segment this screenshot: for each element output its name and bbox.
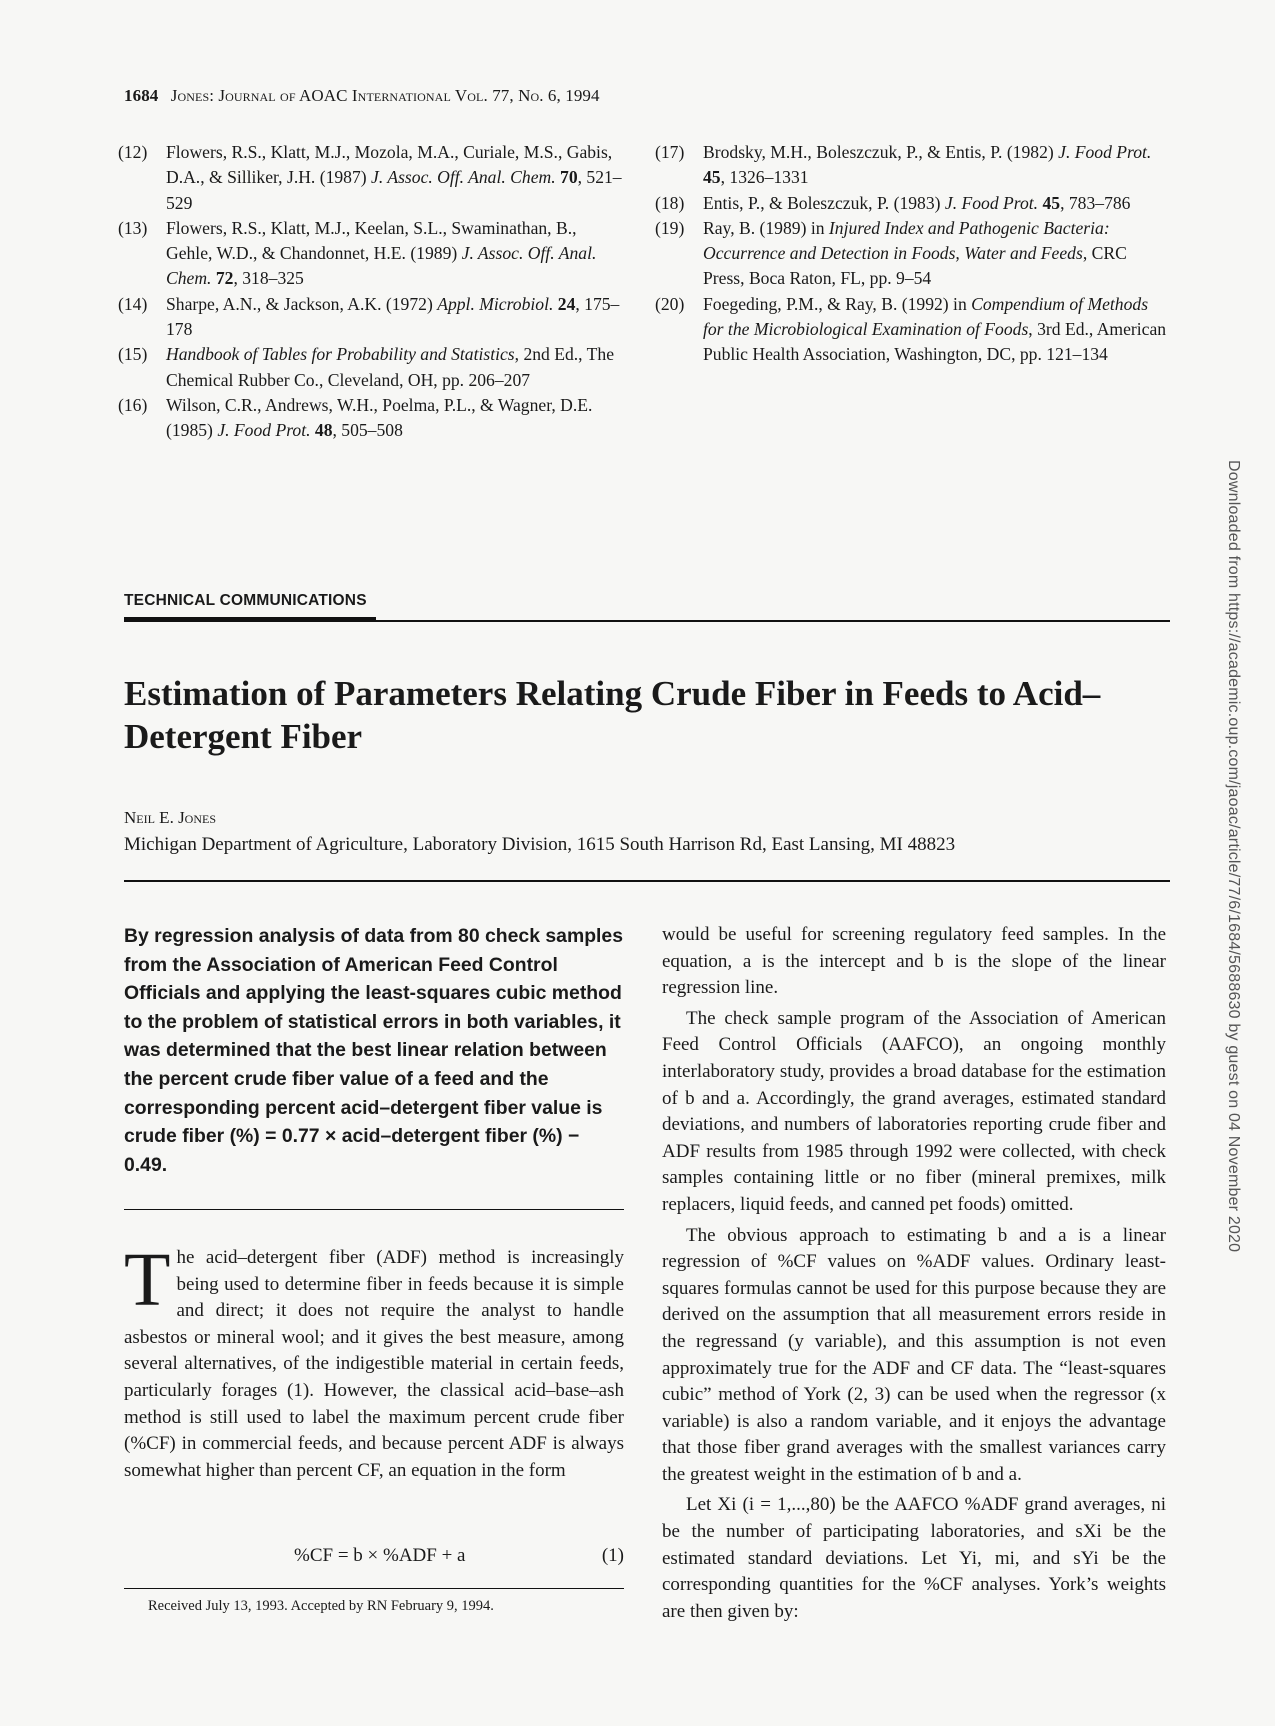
body-left-column: [124, 1238, 624, 1484]
reference-text: [166, 140, 626, 216]
paragraph-continued: would be useful for screening regulatory feed samples. In the equation, a is the intercept and b is the slope of the linear regression line.: [662, 924, 1166, 999]
reference-volume: 72: [215, 268, 234, 289]
reference-authors: Entis, P., & Boleszczuk, P. (1983): [703, 192, 945, 213]
reference-pages: , 175–178: [166, 293, 620, 340]
reference-item: [118, 140, 626, 216]
reference-journal: J. Assoc. Off. Anal. Chem.: [166, 243, 597, 289]
reference-text: [166, 393, 626, 444]
reference-journal: J. Assoc. Off. Anal. Chem.: [371, 167, 556, 188]
reference-pages: , 1326–1331: [720, 167, 809, 188]
reference-journal: Injured Index and Pathogenic Bacteria: Occurrence and Detection in Foods, Water and Feeds: [703, 217, 1110, 264]
paragraph-york-weights: Let Xi (i = 1,...,80) be the AAFCO %ADF grand averages, ni be the number of participating laboratories, and sXi be the estimated standard deviations. Let Yi, mi, and sYi be the corresponding quantities for the %CF analyses. York’s weights are then given by:: [662, 1494, 1166, 1622]
reference-journal: Appl. Microbiol.: [437, 293, 554, 314]
received-footnote: Received July 13, 1993. Accepted by RN February 9, 1994.: [148, 1598, 494, 1614]
reference-volume: 48: [314, 420, 333, 441]
reference-item: [118, 393, 626, 444]
reference-number: (15): [118, 344, 148, 365]
reference-pages: , 783–786: [1060, 192, 1131, 213]
drop-cap: T: [124, 1238, 171, 1322]
intro-text: he acid–detergent fiber (ADF) method is increasingly being used to determine fiber in feeds because it is simple and direct; it does not require the analyst to handle asbestos or mineral wool; and it gives the best measure, among several alternatives, of the indigestible material in certain feeds, particularly forages (1). However, the classical acid–base–ash method is still used to label the maximum percent crude fiber (%CF) in commercial feeds, and because percent ADF is always somewhat higher than percent CF, an equation in the form: [124, 1247, 624, 1481]
reference-journal: J. Food Prot.: [944, 192, 1039, 213]
reference-pages: , 2nd Ed., The Chemical Rubber Co., Cleveland, OH, pp. 206–207: [166, 344, 615, 390]
download-watermark: Downloaded from https://academic.oup.com/jaoac/article/77/6/1684/5688630 by guest on 04 November 2020: [1225, 460, 1242, 1253]
reference-authors: Flowers, R.S., Klatt, M.J., Keelan, S.L., Swaminathan, B., Gehle, W.D., & Chandonnet, H.E. (1989): [166, 217, 577, 264]
reference-pages: , 521–529: [166, 167, 622, 213]
reference-text: [166, 216, 626, 292]
reference-number: (20): [655, 293, 685, 314]
reference-number: (19): [655, 217, 685, 238]
reference-number: (16): [118, 394, 148, 415]
reference-journal: J. Food Prot.: [217, 420, 311, 441]
reference-journal: Compendium of Methods for the Microbiological Examination of Foods: [703, 293, 1149, 340]
reference-authors: Ray, B. (1989) in: [703, 217, 829, 238]
abstract: By regression analysis of data from 80 check samples from the Association of American Feed Control Officials and applying the least-squares cubic method to the problem of statistical errors in both variables, it was determined that the best linear relation between the percent crude fiber value of a feed and the corresponding percent acid–detergent fiber value is crude fiber (%) = 0.77 × acid–detergent fiber (%) − 0.49.: [124, 925, 623, 1176]
author-name: Neil E. Jones: [124, 808, 217, 827]
reference-journal: Handbook of Tables for Probability and Statistics: [166, 344, 515, 365]
references-right-column: [655, 140, 1170, 368]
reference-number: (12): [118, 142, 148, 162]
reference-volume: 24: [557, 293, 576, 314]
author-affiliation: Michigan Department of Agriculture, Laboratory Division, 1615 South Harrison Rd, East Lansing, MI 48823: [124, 834, 956, 855]
footnote-rule: [124, 1588, 624, 1589]
equation-text: %CF = b × %ADF + a: [294, 1545, 466, 1566]
reference-number: (13): [118, 217, 148, 238]
reference-volume: 45: [1042, 192, 1061, 213]
intro-paragraph: [124, 1238, 624, 1484]
reference-volume: 45: [703, 167, 721, 188]
equation-number: (1): [601, 1545, 624, 1566]
abstract-rule: [124, 1209, 624, 1210]
paragraph-regression-approach: The obvious approach to estimating b and a is a linear regression of %CF values on %ADF values. Ordinary least-squares formulas cannot be used for this purpose because they are derived on the assumption that all measurement errors reside in the regressand (y variable), and this assumption is not even approximately true for the ADF and CF data. The “least-squares cubic” method of York (2, 3) can be used when the regressor (x variable) is also a random variable, and it enjoys the advantage that those fiber grand averages with the smallest variances carry the greatest weight in the estimation of b and a.: [662, 1224, 1166, 1485]
reference-pages: , CRC Press, Boca Raton, FL, pp. 9–54: [703, 243, 1127, 289]
references-left-column: [118, 140, 626, 444]
reference-volume: 70: [560, 167, 578, 188]
reference-pages: , 505–508: [332, 420, 403, 441]
paragraph-aafco-program: The check sample program of the Association of American Feed Control Officials (AAFCO), an ongoing monthly interlaboratory study, provides a broad database for the estimation of b and a. Accordingly, the grand averages, estimated standard deviations, and numbers of laboratories reporting crude fiber and ADF results from 1985 through 1992 were collected, with check samples containing little or no fiber (mineral premixes, milk replacers, liquid feeds, and canned pet foods) omitted.: [662, 1007, 1166, 1215]
reference-number: (18): [655, 192, 685, 213]
reference-number: (14): [118, 293, 148, 314]
body-right-column: [662, 922, 1166, 1625]
reference-number: (17): [655, 142, 685, 162]
reference-item: [655, 216, 1170, 292]
reference-item: [118, 216, 626, 292]
reference-pages: , 3rd Ed., American Public Health Association, Washington, DC, pp. 121–134: [703, 319, 1167, 365]
reference-text: [166, 292, 626, 343]
reference-text: [703, 191, 1170, 216]
affiliation-rule: [124, 880, 1170, 882]
reference-journal: J. Food Prot.: [1058, 142, 1152, 162]
reference-item: [655, 292, 1170, 368]
reference-authors: Brodsky, M.H., Boleszczuk, P., & Entis, P. (1982): [703, 142, 1059, 162]
reference-text: [703, 292, 1170, 368]
page-number: 1684: [124, 86, 159, 105]
reference-authors: Flowers, R.S., Klatt, M.J., Mozola, M.A., Curiale, M.S., Gabis, D.A., & Silliker, J.H. (1987): [166, 142, 613, 188]
section-rule: [124, 620, 1170, 622]
reference-item: [655, 140, 1170, 191]
reference-item: [118, 292, 626, 343]
reference-item: [118, 342, 626, 393]
reference-text: [703, 140, 1170, 191]
reference-authors: Foegeding, P.M., & Ray, B. (1992) in: [703, 293, 972, 314]
running-head: [124, 86, 600, 106]
reference-text: [703, 216, 1170, 292]
reference-authors: Wilson, C.R., Andrews, W.H., Poelma, P.L., & Wagner, D.E. (1985): [166, 394, 593, 441]
reference-text: [166, 342, 626, 393]
reference-item: [655, 191, 1170, 216]
article-title: Estimation of Parameters Relating Crude Fiber in Feeds to Acid–Detergent Fiber: [124, 674, 1101, 756]
section-label: TECHNICAL COMMUNICATIONS: [124, 592, 367, 609]
running-head-text: Jones: Journal of AOAC International Vol. 77, No. 6, 1994: [170, 86, 600, 105]
reference-authors: Sharpe, A.N., & Jackson, A.K. (1972): [166, 293, 438, 314]
reference-pages: , 318–325: [233, 268, 304, 289]
